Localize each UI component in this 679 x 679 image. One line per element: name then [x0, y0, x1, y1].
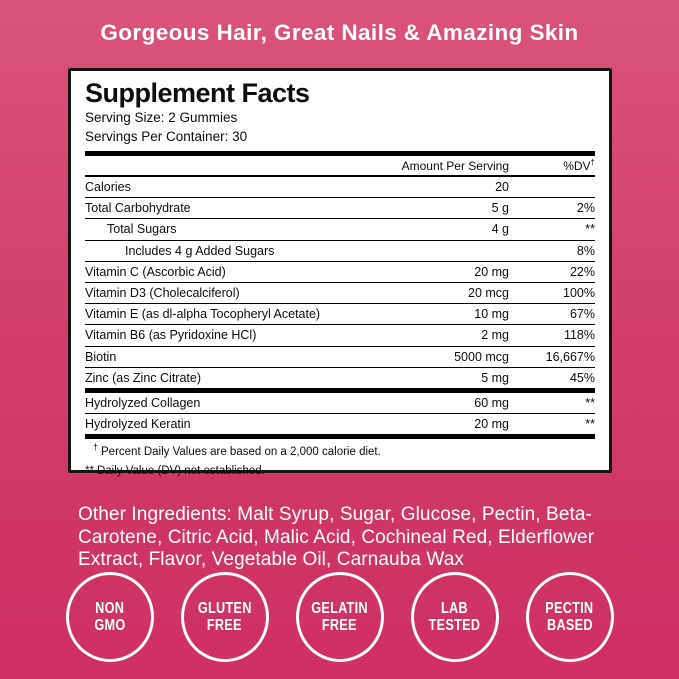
badge-text: LAB	[441, 599, 468, 617]
footnote-text: Daily Value (DV) not established.	[96, 464, 265, 477]
badge-lab-tested	[411, 572, 499, 662]
nutrient-name: Zinc (as Zinc Citrate)	[85, 370, 201, 385]
nutrient-dv: 100%	[563, 286, 595, 301]
footnote-text: Percent Daily Values are based on a 2,000 calorie diet.	[101, 446, 381, 459]
badge-row	[0, 572, 679, 662]
nutrient-name: Total Sugars	[107, 222, 177, 237]
nutrient-row-hydrolyzed-keratin	[85, 414, 595, 434]
nutrient-amount: 20 mcg	[468, 286, 509, 301]
nutrient-amount: 5 mg	[481, 370, 509, 385]
header-amount-per-serving: Amount Per Serving	[401, 158, 509, 173]
servings-per-container: Servings Per Container: 30	[85, 128, 248, 144]
nutrient-amount: 20	[495, 180, 509, 195]
badge-gelatin-free	[296, 572, 384, 662]
nutrient-name: Vitamin C (Ascorbic Acid)	[85, 264, 226, 279]
badge-text: NON	[95, 599, 124, 617]
badge-pectin-based	[526, 572, 614, 662]
facts-table	[85, 156, 595, 480]
nutrient-row-vitamin-b6	[85, 325, 595, 346]
badge-non-gmo	[66, 572, 154, 662]
nutrient-name: Vitamin E (as dl-alpha Tocopheryl Acetate)	[85, 307, 321, 322]
nutrient-amount: 20 mg	[474, 417, 509, 432]
badge-text: GMO	[93, 617, 126, 634]
footnote-dv-not-established	[85, 462, 595, 481]
footnotes	[85, 439, 595, 480]
headline: Gorgeous Hair, Great Nails & Amazing Skin	[100, 20, 579, 45]
nutrient-dv: 67%	[569, 307, 595, 322]
badge-text: FREE	[207, 617, 242, 634]
nutrient-amount: 4 g	[491, 222, 509, 237]
nutrient-dv: 16,667%	[545, 349, 595, 364]
nutrient-row-total-sugars	[85, 219, 595, 240]
badge-gluten-free	[181, 572, 269, 662]
nutrient-row-vitamin-c	[85, 262, 595, 283]
nutrient-dv: 118%	[563, 328, 595, 343]
nutrient-row-vitamin-e	[85, 304, 595, 325]
nutrient-amount: 20 mg	[474, 264, 509, 279]
nutrient-name: Vitamin D3 (Cholecalciferol)	[85, 286, 240, 301]
serving-size: Serving Size: 2 Gummies	[85, 110, 238, 125]
supplement-facts-panel	[68, 68, 612, 477]
nutrient-row-biotin	[85, 347, 595, 368]
nutrient-amount: 5 g	[491, 201, 509, 216]
nutrient-row-vitamin-d3	[85, 283, 595, 304]
badge-text: PECTIN	[545, 599, 594, 617]
nutrient-row-total-carbohydrate	[85, 198, 595, 219]
nutrient-row-added-sugars	[85, 241, 595, 262]
nutrient-amount: 10 mg	[474, 307, 509, 322]
footnote-marker: **	[85, 464, 94, 477]
nutrient-row-calories	[85, 177, 595, 198]
nutrient-amount: 2 mg	[481, 328, 509, 343]
nutrient-name: Hydrolyzed Keratin	[85, 417, 191, 432]
nutrient-dv: **	[585, 395, 595, 410]
header-dv-footnote-mark: †	[590, 157, 595, 167]
nutrient-name: Includes 4 g Added Sugars	[125, 243, 275, 258]
nutrient-dv: 8%	[576, 243, 595, 258]
nutrient-name: Hydrolyzed Collagen	[85, 395, 201, 410]
other-ingredients-text: Other Ingredients: Malt Syrup, Sugar, Glucose, Pectin, Beta-Carotene, Citric Acid, Malic Acid, Cochineal Red, Elderflower Extract, Flavor, Vegetable Oil, Carnauba Wax	[78, 504, 595, 570]
nutrient-dv: 2%	[576, 201, 595, 216]
nutrient-name: Calories	[85, 180, 131, 195]
nutrient-dv: **	[585, 417, 595, 432]
nutrient-name: Total Carbohydrate	[85, 201, 191, 216]
table-header-row	[85, 156, 595, 177]
header-dv-label: %DV	[563, 158, 591, 173]
nutrient-dv: **	[585, 222, 595, 237]
footnote-daily-values	[85, 443, 595, 462]
badge-text: TESTED	[428, 617, 481, 634]
header-dv	[509, 159, 595, 173]
nutrient-dv: 45%	[569, 370, 595, 385]
nutrient-dv: 22%	[569, 264, 595, 279]
nutrient-name: Vitamin B6 (as Pyridoxine HCl)	[85, 328, 257, 343]
footnote-marker: †	[93, 442, 99, 453]
nutrient-row-hydrolyzed-collagen	[85, 393, 595, 414]
badge-text: GELATIN	[311, 599, 368, 617]
badge-text: FREE	[322, 617, 357, 634]
badge-text: BASED	[546, 617, 593, 634]
nutrient-name: Biotin	[85, 349, 117, 364]
nutrient-amount: 5000 mcg	[454, 349, 509, 364]
nutrient-row-zinc	[85, 368, 595, 388]
panel-title: Supplement Facts	[85, 78, 310, 108]
nutrient-amount: 60 mg	[474, 395, 509, 410]
badge-text: GLUTEN	[197, 599, 252, 617]
